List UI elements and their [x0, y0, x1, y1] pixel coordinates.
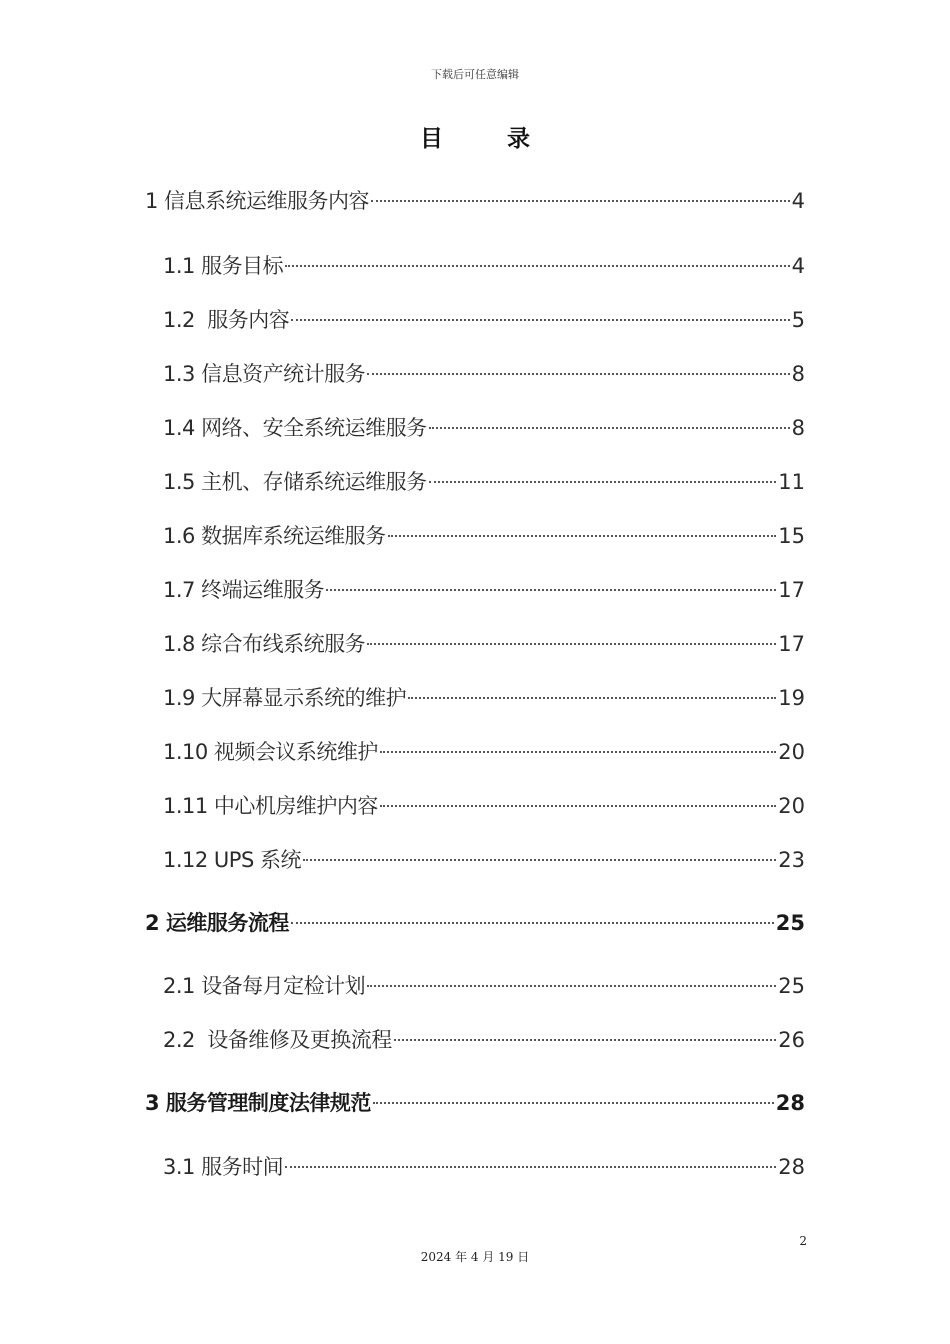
toc-entry-page: 23 [778, 848, 805, 872]
toc-entry-1-10[interactable] [163, 731, 805, 766]
dot-leader [326, 569, 776, 597]
toc-entry-label: 1 信息系统运维服务内容 [145, 189, 370, 213]
dot-leader [408, 677, 776, 705]
toc-entry-page: 17 [778, 632, 805, 656]
dot-leader [367, 353, 790, 381]
toc-entry-label: 1.4 网络、安全系统运维服务 [163, 416, 427, 440]
dot-leader [429, 461, 777, 489]
toc-entry-1-7[interactable] [163, 569, 805, 604]
toc-entry-3[interactable] [145, 1082, 805, 1117]
toc-entry-page: 26 [778, 1028, 805, 1052]
toc-entry-label: 1.8 综合布线系统服务 [163, 632, 366, 656]
toc-entry-page: 4 [791, 254, 805, 278]
toc-entry-page: 28 [775, 1091, 805, 1115]
toc-entry-label: 3.1 服务时间 [163, 1155, 284, 1179]
toc-entry-page: 8 [791, 416, 805, 440]
toc-entry-page: 11 [778, 470, 805, 494]
dot-leader [371, 180, 790, 208]
dot-leader [291, 902, 774, 930]
toc-entry-2-1[interactable] [163, 965, 805, 1000]
toc-entry-2-2[interactable] [163, 1019, 805, 1054]
header-note: 下载后可任意编辑 [431, 68, 519, 81]
toc-entry-1-1[interactable] [163, 245, 805, 280]
toc-entry-page: 5 [791, 308, 805, 332]
toc-entry-label: 1.11 中心机房维护内容 [163, 794, 378, 818]
toc-entry-label: 2.2 设备维修及更换流程 [163, 1028, 392, 1052]
toc-entry-label: 1.5 主机、存储系统运维服务 [163, 470, 427, 494]
toc-entry-page: 20 [778, 794, 805, 818]
toc-entry-page: 25 [775, 911, 805, 935]
toc-entry-label: 1.3 信息资产统计服务 [163, 362, 366, 386]
dot-leader [429, 407, 790, 435]
toc-entry-label: 1.6 数据库系统运维服务 [163, 524, 386, 548]
toc-entry-1-12[interactable] [163, 839, 805, 874]
toc-entry-page: 8 [791, 362, 805, 386]
dot-leader [380, 785, 776, 813]
dot-leader [394, 1019, 777, 1047]
dot-leader [367, 965, 776, 993]
toc-entry-label: 1.7 终端运维服务 [163, 578, 325, 602]
toc-entry-1-4[interactable] [163, 407, 805, 442]
toc-entry-1-11[interactable] [163, 785, 805, 820]
toc-entry-1-5[interactable] [163, 461, 805, 496]
toc-entry-page: 25 [778, 974, 805, 998]
toc-entry-page: 19 [778, 686, 805, 710]
dot-leader [388, 515, 777, 543]
toc-entry-page: 17 [778, 578, 805, 602]
toc-entry-page: 28 [778, 1155, 805, 1179]
toc-entry-label: 2.1 设备每月定检计划 [163, 974, 366, 998]
footer-date: 2024 年 4 月 19 日 [420, 1250, 530, 1264]
dot-leader [373, 1082, 774, 1110]
dot-leader [285, 1146, 776, 1174]
toc-entry-label: 1.10 视频会议系统维护 [163, 740, 378, 764]
toc-entry-page: 15 [778, 524, 805, 548]
toc-entry-label: 1.2 服务内容 [163, 308, 290, 332]
toc-entry-label: 1.12 UPS 系统 [163, 848, 301, 872]
toc-entry-3-1[interactable] [163, 1146, 805, 1181]
toc-entry-page: 4 [791, 189, 805, 213]
toc-entry-1-9[interactable] [163, 677, 805, 712]
toc-entry-1-8[interactable] [163, 623, 805, 658]
toc-entry-label: 3 服务管理制度法律规范 [145, 1091, 371, 1115]
toc-entry-1-6[interactable] [163, 515, 805, 550]
page-number: 2 [799, 1234, 807, 1248]
toc-entry-1[interactable] [145, 180, 805, 215]
toc-entry-1-3[interactable] [163, 353, 805, 388]
dot-leader [285, 245, 790, 273]
toc-entry-label: 2 运维服务流程 [145, 911, 289, 935]
toc-entry-1-2[interactable] [163, 299, 805, 334]
toc-entry-page: 20 [778, 740, 805, 764]
dot-leader [380, 731, 776, 759]
toc-entry-label: 1.9 大屏幕显示系统的维护 [163, 686, 407, 710]
toc-entry-label: 1.1 服务目标 [163, 254, 284, 278]
dot-leader [367, 623, 776, 651]
dot-leader [291, 299, 789, 327]
toc-title: 目 录 [419, 126, 558, 152]
dot-leader [303, 839, 776, 867]
toc-entry-2[interactable] [145, 902, 805, 937]
